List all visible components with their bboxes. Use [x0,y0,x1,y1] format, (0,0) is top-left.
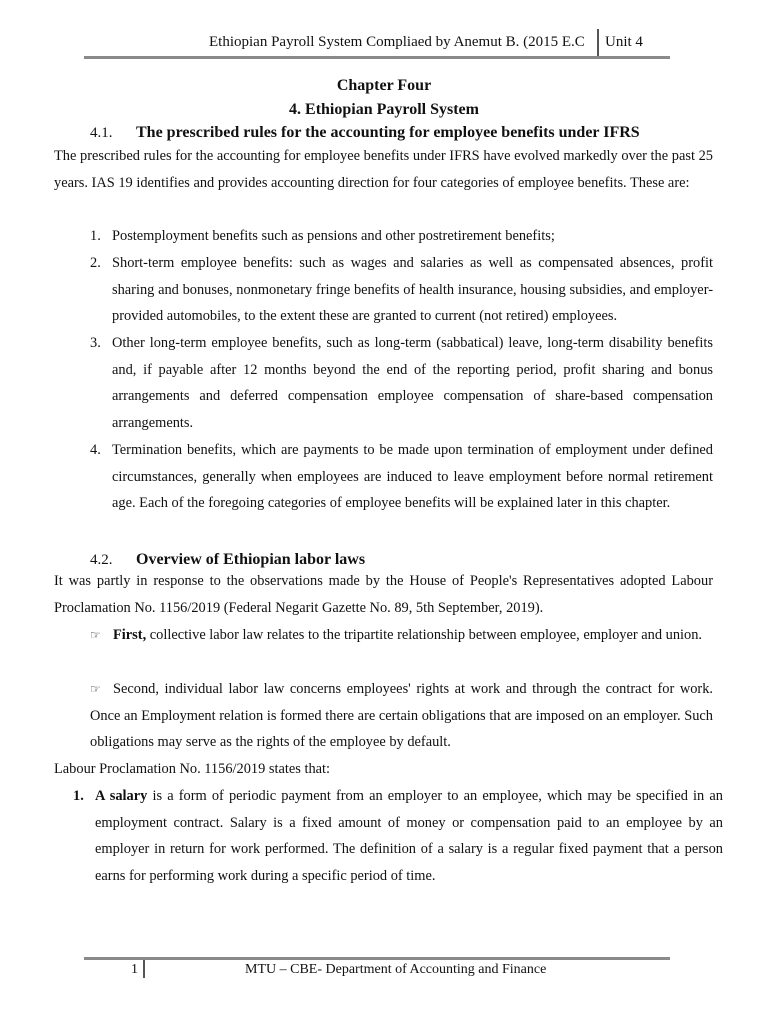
bullet-lead: First, [113,627,147,643]
header-rule [84,56,670,59]
section-number: 4.2. [90,552,113,568]
section-number: 4.1. [90,125,113,141]
section-intro-paragraph: It was partly in response to the observations made by the House of People's Representatives adopted Labour Proclamation No. 1156/2019 (Federal Negarit Gazette No. 89, 5th September, 2019). [54,573,713,616]
section-intro-paragraph: The prescribed rules for the accounting for employee benefits under IFRS have evolved markedly over the past 25 years. IAS 19 identifies and provides accounting direction for four categories of employee benefits. These are: [54,148,713,191]
list-item-text: Short-term employee benefits: such as wages and salaries as well as compensated absences, profit sharing and bonuses, nonmonetary fringe benefits of health insurance, housing subsidies, and employer-provided automobiles, to the extent these are granted to current (not retired) employees. [112,255,713,325]
proclamation-statement: Labour Proclamation No. 1156/2019 states that: [54,761,331,777]
header-separator [597,29,599,57]
list-item-text: Other long-term employee benefits, such as long-term (sabbatical) leave, long-term disability benefits and, if payable after 12 months beyond the end of the reporting period, profit sharing and bonus arrangements and deferred compensation employee compensation of share-based compensation arrangements. [112,335,713,432]
definition-term: A salary [95,788,148,804]
section-title: Overview of Ethiopian labor laws [136,551,366,568]
footer-text: MTU – CBE- Department of Accounting and Finance [245,962,547,977]
definition-number: 1. [73,788,84,804]
footer-rule [84,957,670,960]
section-heading-4-1 [90,124,640,142]
header-title: Ethiopian Payroll System Compliaed by Anemut B. (2015 E.C [209,34,585,50]
section-title: The prescribed rules for the accounting for employee benefits under IFRS [136,124,640,141]
list-item-number: 1. [90,228,101,244]
list-item-number: 2. [90,255,101,271]
footer-separator [143,960,145,978]
bullet-item [90,622,713,649]
page-number: 1 [131,962,138,977]
bullet-text: Second, individual labor law concerns employees' rights at work and through the contract for work. Once an Employment relation is formed there are certain obligations that are imposed on an employer. Such obligations may serve as the rights of the employee by default. [90,681,713,751]
definition-text: is a form of periodic payment from an employer to an employee, which may be specified in an employment contract. Salary is a fixed amount of money or compensation paid to an employee by an employer in return for work performed. The definition of a salary is a regular fixed payment that a person earns for performing work during a specific period of time. [95,788,723,885]
bullet-item [90,676,713,756]
pointing-hand-icon: ☞ [90,682,101,696]
list-item-number: 4. [90,442,101,458]
section-heading-4-2 [90,551,365,569]
chapter-title: 4. Ethiopian Payroll System [289,101,479,118]
list-item-number: 3. [90,335,101,351]
pointing-hand-icon: ☞ [90,628,101,642]
header-unit: Unit 4 [605,34,643,50]
chapter-label: Chapter Four [336,77,432,94]
list-item-text: Postemployment benefits such as pensions and other postretirement benefits; [112,228,555,244]
list-item-text: Termination benefits, which are payments to be made upon termination of employment under defined circumstances, generally when employees are induced to leave employment before normal retirement age. Each of the foregoing categories of employee benefits will be explained later in this chapter. [112,442,713,512]
bullet-text: collective labor law relates to the tripartite relationship between employee, employer and union. [146,627,703,643]
